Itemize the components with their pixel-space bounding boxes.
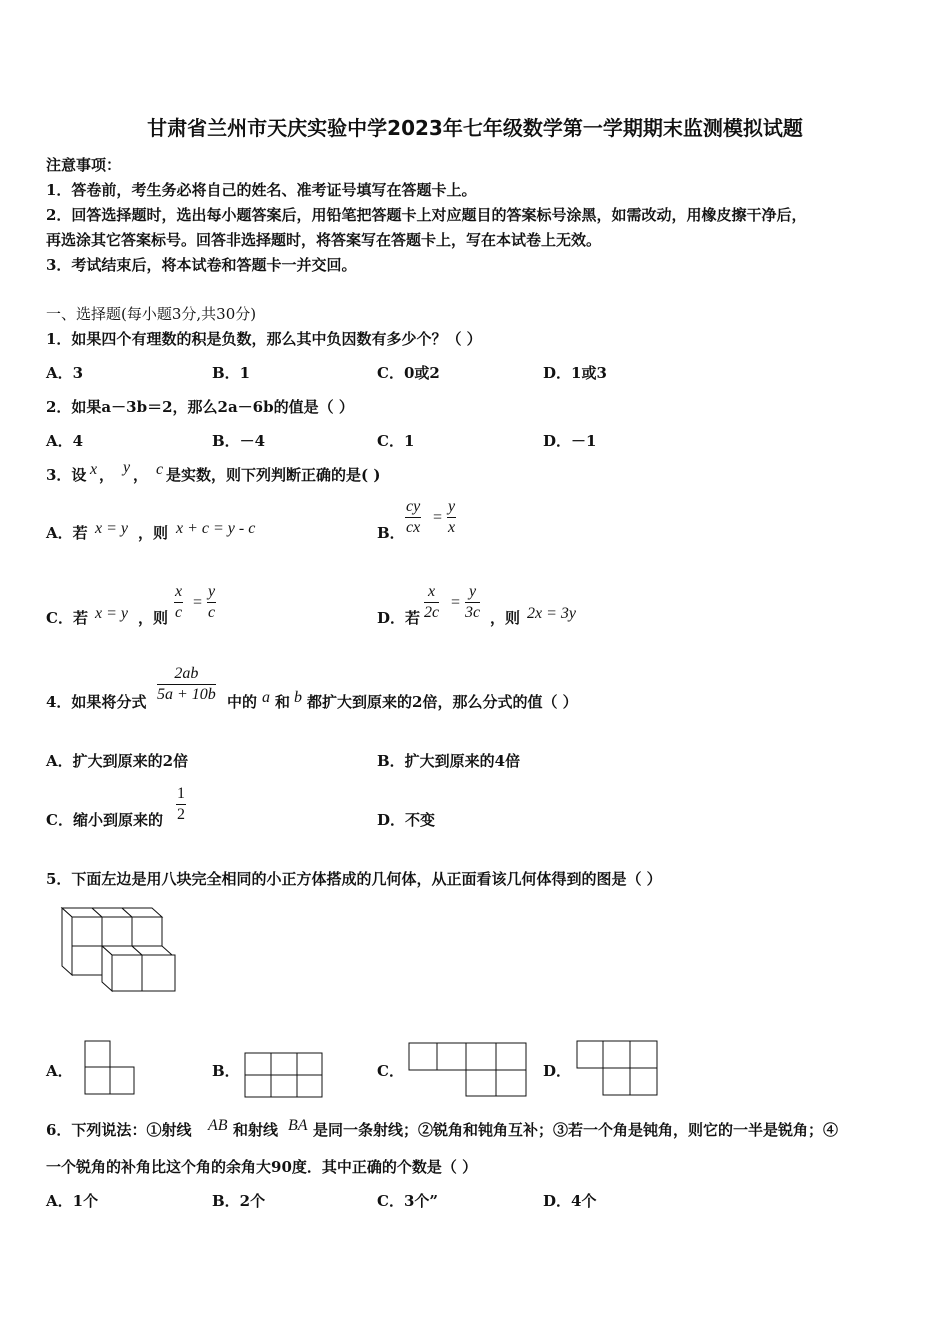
fraction-denominator: cx [406, 519, 421, 536]
question-3-stem-suffix: 是实数，则下列判断正确的是( ) [166, 466, 381, 484]
q4-option-c-label: C．缩小到原来的 [46, 811, 163, 829]
question-2-stem: 2．如果a－3b＝2，那么2a－6b的值是（ ） [46, 398, 354, 416]
notice-heading: 注意事项： [46, 156, 122, 174]
q3-var-y: y [123, 459, 131, 476]
question-4-stem-prefix: 4．如果将分式 [46, 693, 147, 711]
q5-option-d-figure [576, 1040, 660, 1097]
q3-var-c: c [156, 461, 164, 478]
q3-option-a-label: A．若 [46, 524, 88, 542]
q4-option-a: A．扩大到原来的2倍 [46, 752, 189, 770]
fraction-denominator: 5a + 10b [157, 686, 216, 703]
q6-ray-ba: BA [288, 1117, 308, 1134]
q3-option-d-then: ，则 [490, 609, 521, 627]
q3-comma: ， [133, 466, 149, 484]
fraction-denominator: c [208, 604, 216, 621]
fraction-numerator: y [447, 497, 456, 518]
q3-option-c-condition: x = y [95, 605, 128, 622]
q2-option-d: D．－1 [543, 432, 597, 450]
q4-var-a: a [262, 689, 270, 706]
q5-option-a-label: A． [46, 1062, 73, 1080]
q3-option-d-rhs-fraction [465, 582, 480, 623]
notice-item: 再选涂其它答案标号。回答非选择题时，将答案写在答题卡上，写在本试卷上无效。 [46, 231, 602, 249]
fraction-denominator: 3c [465, 604, 481, 621]
notice-item: 3．考试结束后，将本试卷和答题卡一并交回。 [46, 256, 357, 274]
q5-option-a-figure [84, 1040, 136, 1096]
q2-option-b: B．－4 [212, 432, 266, 450]
q3-option-c-label: C．若 [46, 609, 88, 627]
q6-ray-ab: AB [208, 1117, 228, 1134]
q6-option-a: A．1个 [46, 1192, 99, 1210]
fraction-numerator: y [465, 582, 480, 603]
q4-option-c-fraction [176, 784, 186, 825]
question-4-stem-and: 和 [275, 693, 291, 711]
question-6-stem-suffix: 是同一条射线；②锐角和钝角互补；③若一个角是钝角，则它的一半是锐角；④ [313, 1121, 839, 1139]
notice-item: 1．答卷前，考生务必将自己的姓名、准考证号填写在答题卡上。 [46, 181, 477, 199]
q4-option-d: D．不变 [377, 811, 436, 829]
fraction-numerator: x [174, 582, 183, 603]
q3-option-c-rhs-fraction [207, 582, 216, 623]
fraction-numerator: 2ab [157, 664, 216, 685]
cube-stack-figure [55, 900, 185, 995]
question-6-stem-mid: 和射线 [233, 1121, 279, 1139]
q4-fraction [157, 664, 216, 705]
section-heading: 一、选择题(每小题3分,共30分) [46, 305, 257, 323]
page-title: 甘肃省兰州市天庆实验中学2023年七年级数学第一学期期末监测模拟试题 [147, 116, 803, 140]
question-5-stem: 5．下面左边是用八块完全相同的小正方体搭成的几何体，从正面看该几何体得到的图是（ ） [46, 870, 662, 888]
q6-option-c: C．3个” [377, 1192, 439, 1210]
q2-option-c: C．1 [377, 432, 415, 450]
question-3-stem-prefix: 3．设 [46, 466, 87, 484]
q6-option-b: B．2个 [212, 1192, 266, 1210]
q3-option-c-then: ，则 [138, 609, 169, 627]
q1-option-c: C．0或2 [377, 364, 440, 382]
q3-var-x: x [90, 461, 98, 478]
q5-option-c-figure [408, 1042, 528, 1098]
q1-option-b: B．1 [212, 364, 251, 382]
q3-comma: ， [99, 466, 115, 484]
q5-option-d-label: D． [543, 1062, 572, 1080]
q3-option-d-result: 2x = 3y [527, 605, 576, 622]
question-6-stem-prefix: 6．下列说法：①射线 [46, 1121, 192, 1139]
q5-option-b-figure [244, 1052, 324, 1098]
q3-option-c-lhs-fraction [174, 582, 183, 623]
fraction-denominator: c [175, 604, 183, 621]
q3-option-a-condition: x = y [95, 520, 128, 537]
q5-option-b-label: B． [212, 1062, 240, 1080]
equals-sign: = [433, 509, 443, 526]
q1-option-a: A．3 [46, 364, 84, 382]
equals-sign: = [193, 594, 203, 611]
fraction-denominator: x [448, 519, 456, 536]
question-6-stem-line2: 一个锐角的补角比这个角的余角大90度．其中正确的个数是（ ） [46, 1158, 478, 1176]
q3-option-b-rhs-fraction [447, 497, 456, 538]
q3-option-d-lhs-fraction [424, 582, 439, 623]
q6-option-d: D．4个 [543, 1192, 597, 1210]
notice-item: 2．回答选择题时，选出每小题答案后，用铅笔把答题卡上对应题目的答案标号涂黑，如需改动，用橡皮擦干净后， [46, 206, 807, 224]
q3-option-b-label: B． [377, 524, 405, 542]
question-4-stem-suffix: 都扩大到原来的2倍，那么分式的值（ ） [307, 693, 578, 711]
q4-option-b: B．扩大到原来的4倍 [377, 752, 521, 770]
q2-option-a: A．4 [46, 432, 84, 450]
fraction-denominator: 2c [424, 604, 440, 621]
q3-option-d-label: D．若 [377, 609, 421, 627]
q3-option-a-result: x + c = y - c [176, 520, 256, 537]
fraction-numerator: x [424, 582, 439, 603]
q5-option-c-label: C． [377, 1062, 404, 1080]
question-4-stem-mid: 中的 [227, 693, 258, 711]
question-1-stem: 1．如果四个有理数的积是负数，那么其中负因数有多少个？（ ） [46, 330, 482, 348]
equals-sign: = [451, 594, 461, 611]
q3-option-b-lhs-fraction [405, 497, 421, 538]
fraction-numerator: 1 [176, 784, 186, 805]
fraction-numerator: cy [405, 497, 421, 518]
fraction-numerator: y [207, 582, 216, 603]
q3-option-a-then: ，则 [138, 524, 169, 542]
fraction-denominator: 2 [177, 806, 185, 823]
q1-option-d: D．1或3 [543, 364, 607, 382]
q4-var-b: b [294, 689, 302, 706]
